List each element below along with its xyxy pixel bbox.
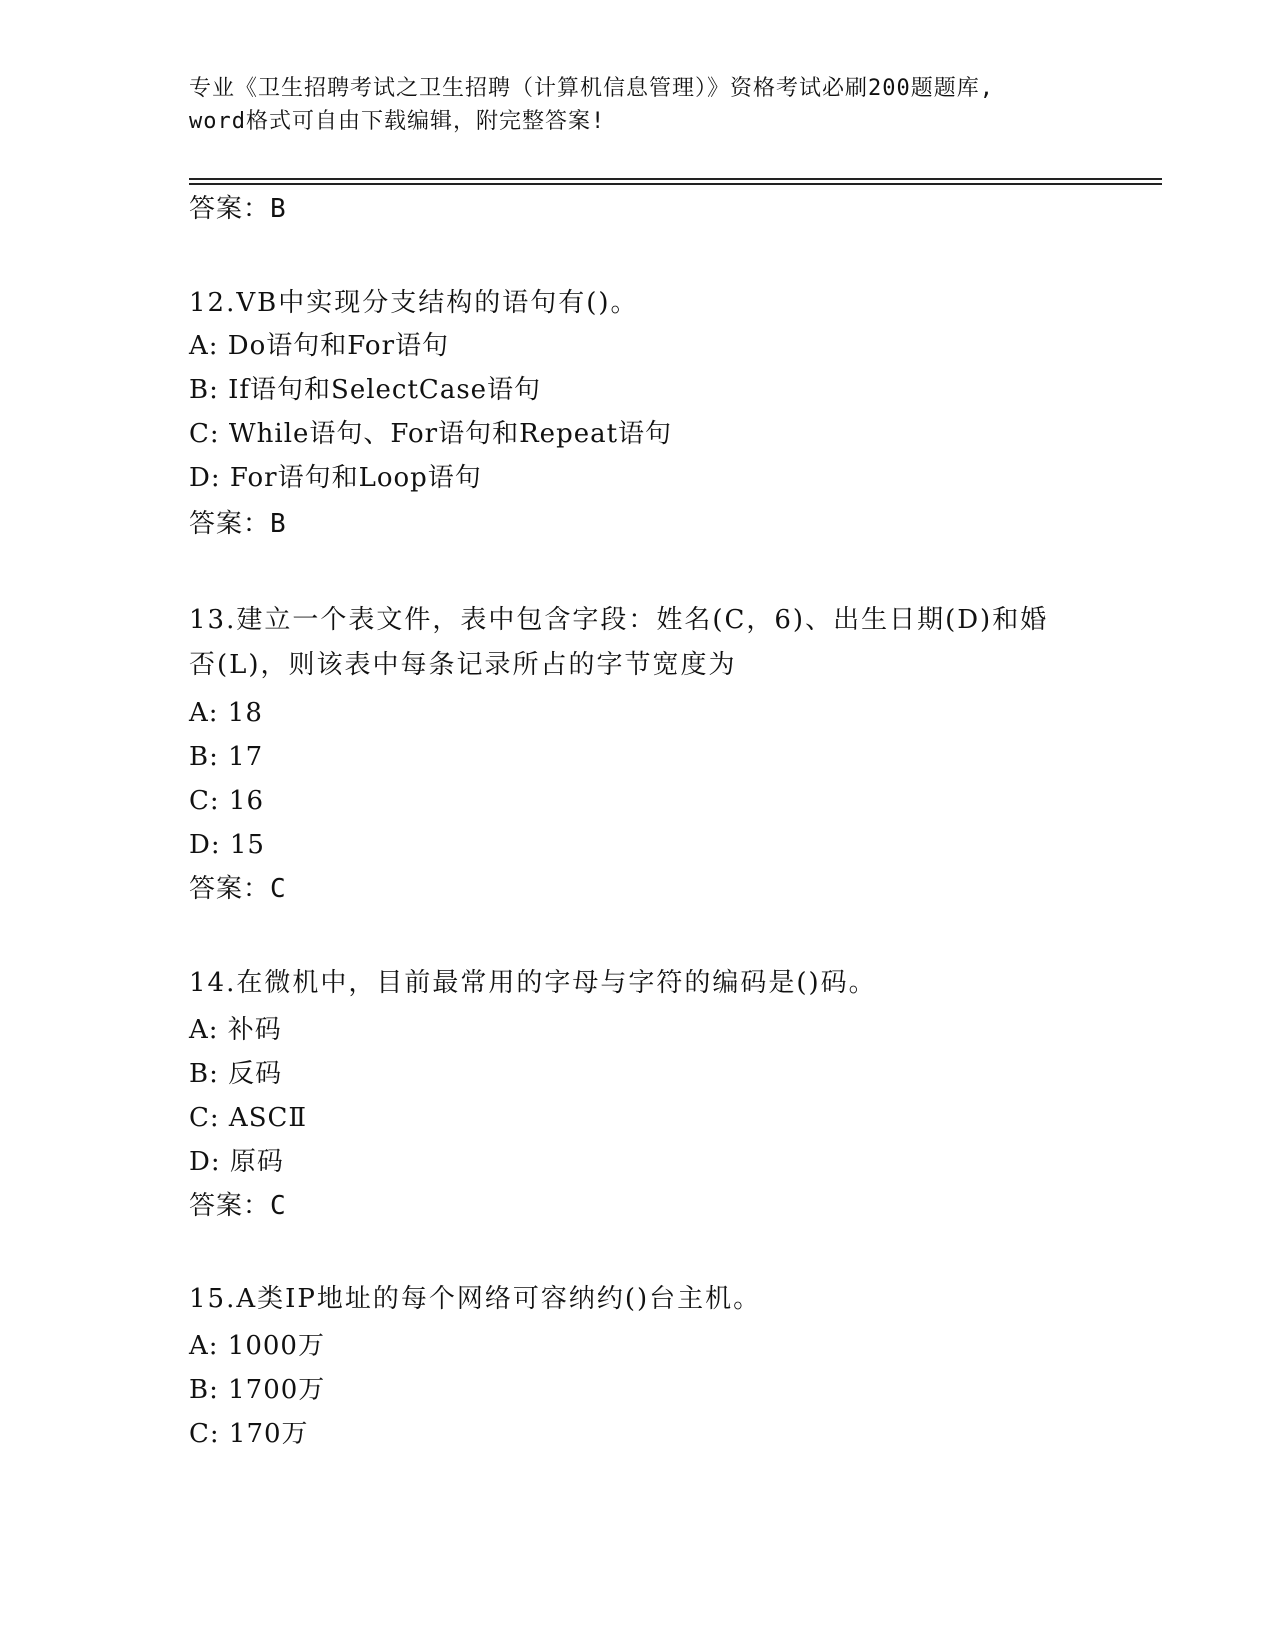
question-13-option-d: D: 15 [189, 830, 265, 860]
header-line-2: word格式可自由下载编辑，附完整答案! [189, 109, 606, 134]
question-13-option-a: A: 18 [189, 698, 263, 728]
question-14-option-c: C: ASCⅡ [189, 1103, 308, 1133]
question-13-answer: 答案：C [189, 874, 287, 904]
question-15-option-a: A: 1000万 [189, 1331, 325, 1361]
question-14-answer: 答案：C [189, 1191, 287, 1221]
question-12-option-c: C: While语句、For语句和Repeat语句 [189, 419, 673, 449]
question-15-option-b: B: 1700万 [189, 1375, 326, 1405]
question-14-text: 14.在微机中，目前最常用的字母与字符的编码是()码。 [189, 968, 877, 998]
question-13-text-line-1: 13.建立一个表文件，表中包含字段：姓名(C，6)、出生日期(D)和婚 [189, 605, 1049, 635]
header-divider-bottom [189, 183, 1162, 185]
question-15-text: 15.A类IP地址的每个网络可容纳约()台主机。 [189, 1284, 762, 1314]
question-14-option-b: B: 反码 [189, 1059, 283, 1089]
question-12-text: 12.VB中实现分支结构的语句有()。 [189, 288, 639, 318]
question-13-text-line-2: 否(L)，则该表中每条记录所占的字节宽度为 [189, 650, 737, 680]
header-divider-top [189, 178, 1162, 180]
question-12-option-b: B: If语句和SelectCase语句 [189, 375, 542, 405]
question-13-option-c: C: 16 [189, 786, 265, 816]
question-13-option-b: B: 17 [189, 742, 264, 772]
question-15-option-c: C: 170万 [189, 1419, 309, 1449]
question-12-option-d: D: For语句和Loop语句 [189, 463, 482, 493]
question-12-option-a: A: Do语句和For语句 [189, 331, 450, 361]
question-12-answer: 答案：B [189, 509, 287, 539]
question-14-option-a: A: 补码 [189, 1015, 282, 1045]
previous-answer: 答案：B [189, 194, 287, 224]
document-header [189, 72, 1089, 138]
header-line-1: 专业《卫生招聘考试之卫生招聘（计算机信息管理）》资格考试必刷200题题库, [189, 76, 994, 101]
question-14-option-d: D: 原码 [189, 1147, 284, 1177]
